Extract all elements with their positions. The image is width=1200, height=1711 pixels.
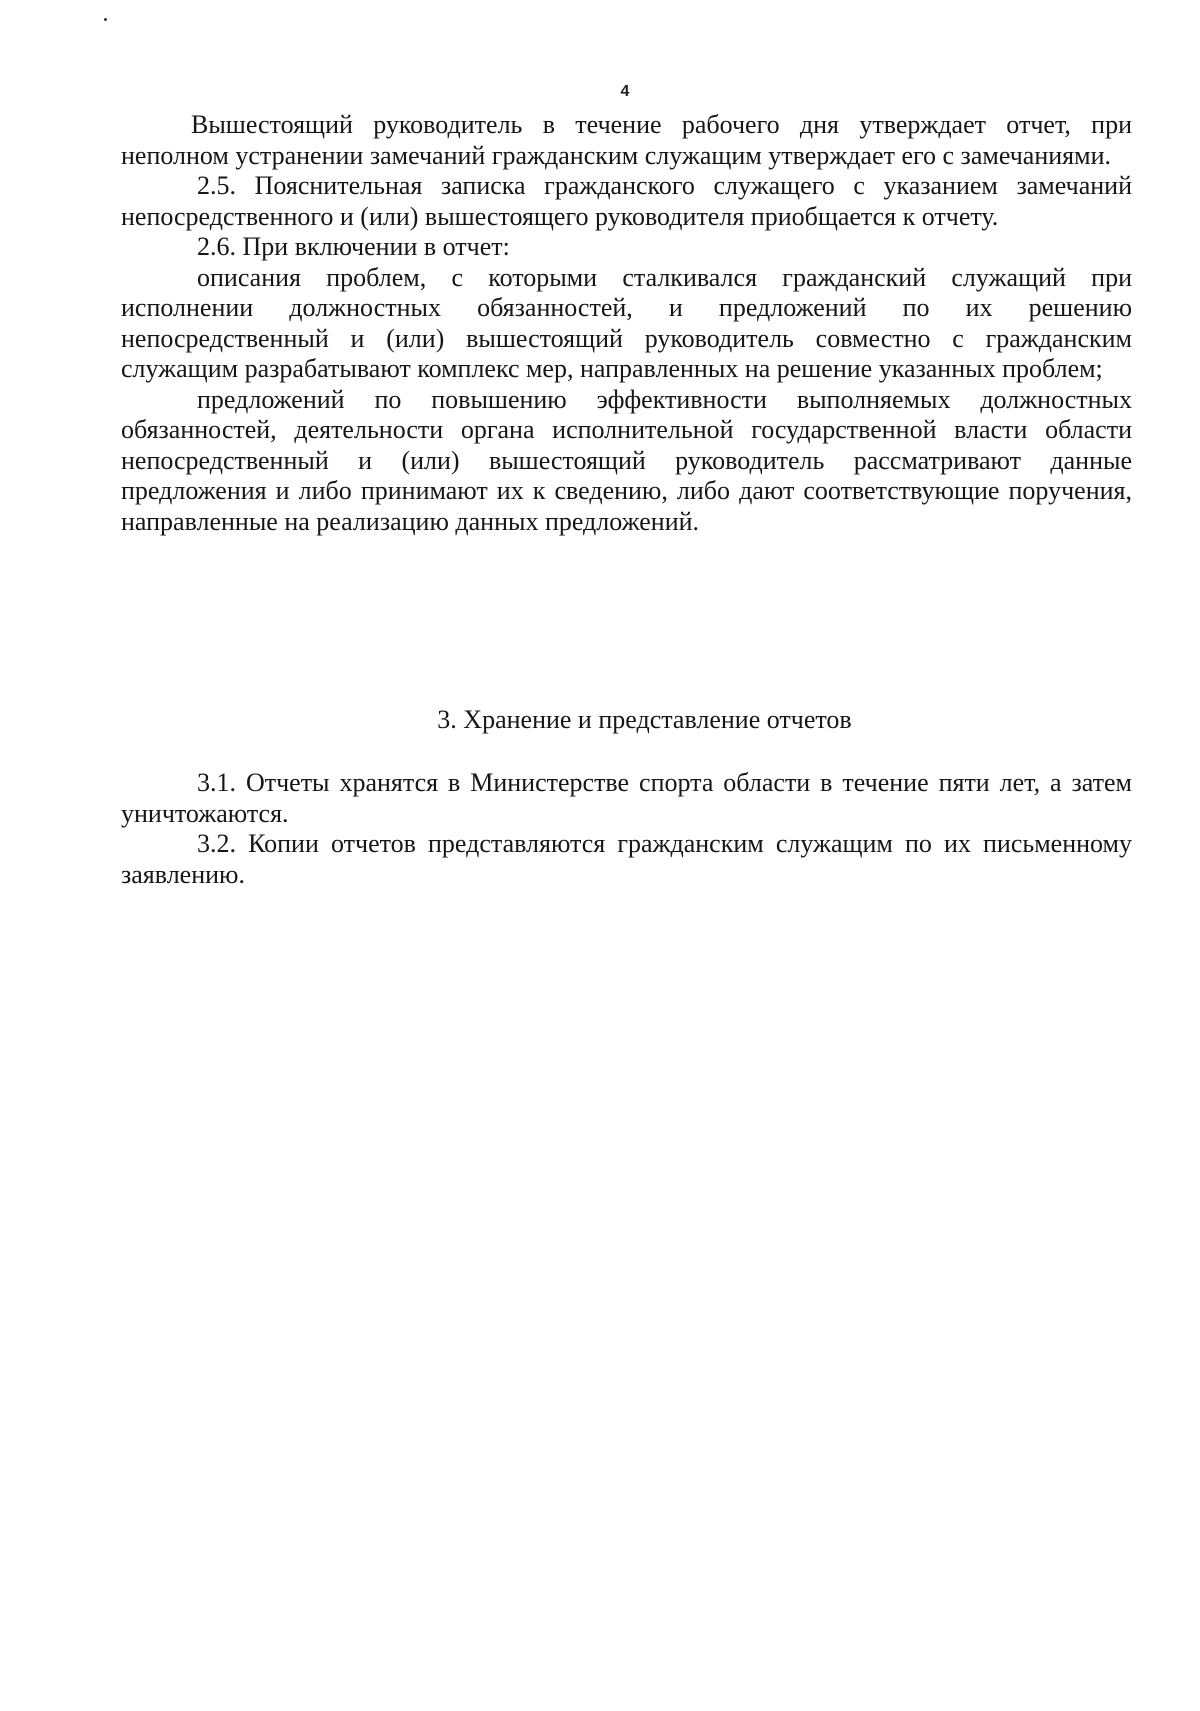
scan-speck [104, 18, 107, 21]
paragraph-approval: Вышестоящий руководитель в течение рабочего дня утверждает отчет, при неполном устранении замечаний гражданским служащим утверждает его с замечаниями. [121, 110, 1132, 170]
section-3-heading: 3. Хранение и представление отчетов [437, 705, 852, 734]
paragraph-2-5: 2.5. Пояснительная записка гражданского служащего с указанием замечаний непосредственного и (или) вышестоящего руководителя приобщается к отчету. [121, 171, 1132, 231]
section-3-body [121, 768, 1132, 890]
paragraph-3-2: 3.2. Копии отчетов представляются гражданским служащим по их письменному заявлению. [121, 829, 1132, 889]
paragraph-3-1: 3.1. Отчеты хранятся в Министерстве спорта области в течение пяти лет, а затем уничтожаются. [121, 768, 1132, 828]
paragraph-2-6: 2.6. При включении в отчет: [197, 232, 510, 261]
paragraph-proposals: предложений по повышению эффективности выполняемых должностных обязанностей, деятельности органа исполнительной государственной власти области непосредственный и (или) вышестоящий руководитель рассматривают данные предложения и либо принимают их к сведению, либо дают соответствующие поручения, направленные на реализацию данных предложений. [121, 384, 1132, 536]
paragraph-problems: описания проблем, с которыми сталкивался гражданский служащий при исполнении должностных обязанностей, и предложений по их решению непосредственный и (или) вышестоящий руководитель совместно с гражданским служащим разрабатывают комплекс мер, направленных на решение указанных проблем; [121, 262, 1132, 383]
section-2-body [121, 110, 1132, 537]
page-number: 4 [620, 83, 630, 100]
